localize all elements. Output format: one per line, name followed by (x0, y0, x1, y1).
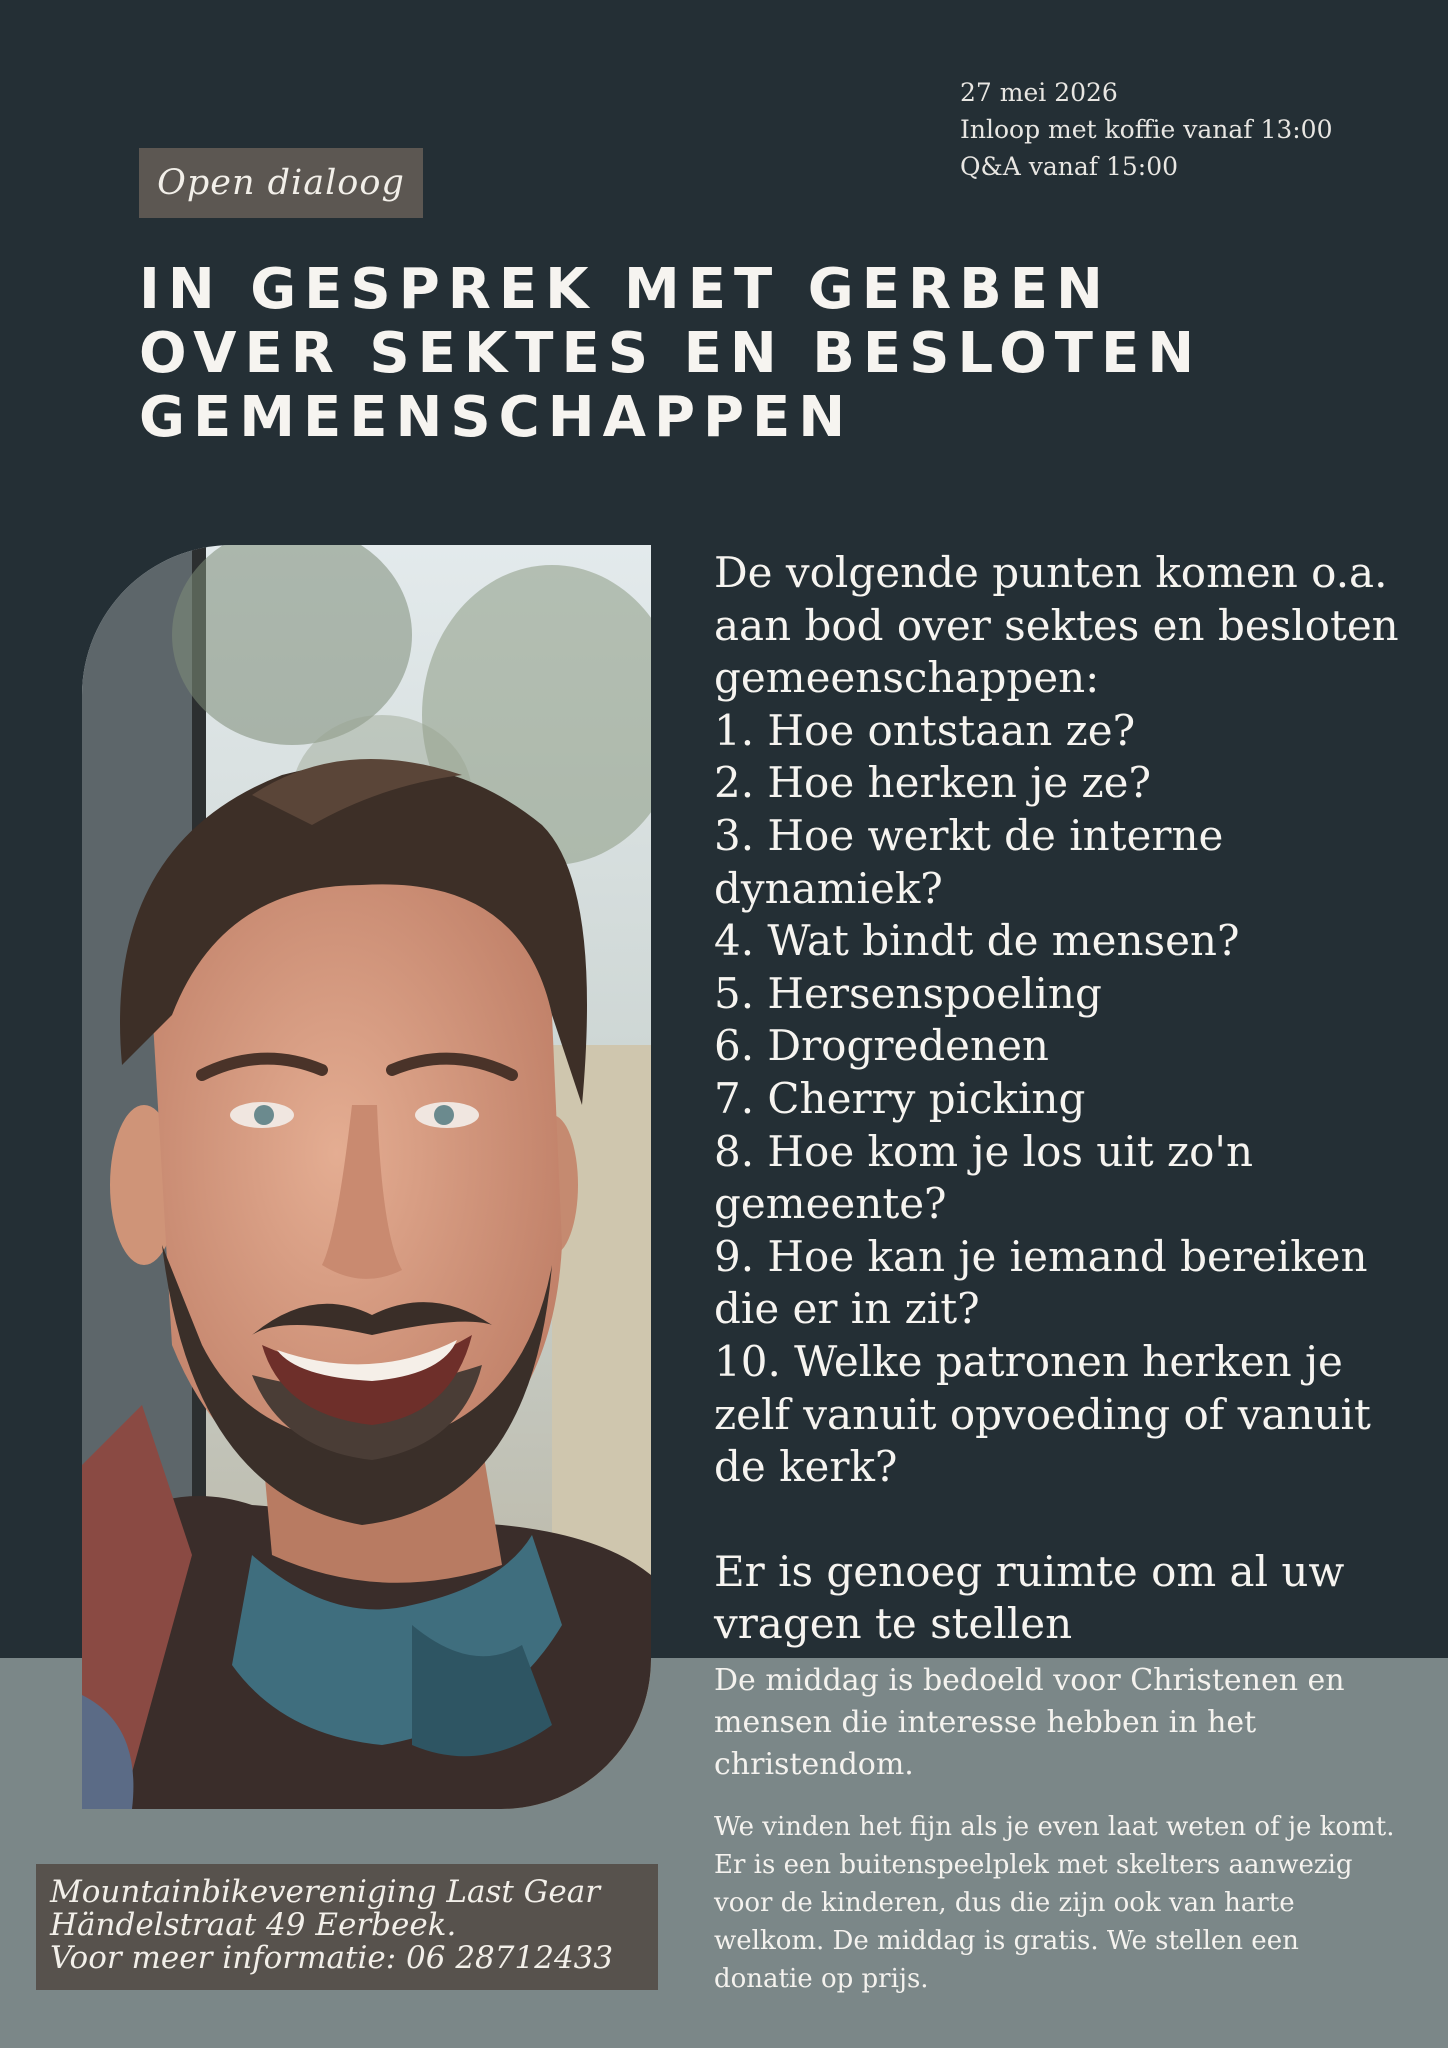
topic-item-1: 1. Hoe ontstaan ze? (714, 705, 1136, 755)
topic-item-2: 2. Hoe herken je ze? (714, 758, 1151, 808)
rsvp-note (714, 1808, 1434, 1998)
tag-label: Open dialoog (157, 163, 405, 203)
topics-list (714, 547, 1424, 1651)
topics-intro-line: aan bod over sektes en besloten (714, 600, 1399, 650)
audience-line: De middag is bedoeld voor Christenen en (714, 1663, 1345, 1698)
headline-line: GEMEENSCHAPPEN (139, 385, 854, 450)
topic-item-5: 5. Hersenspoeling (714, 968, 1102, 1018)
topics-intro-line: gemeenschappen: (714, 653, 1100, 703)
rsvp-line: We vinden het fijn als je even laat weten of je komt. (714, 1812, 1395, 1842)
rsvp-line: voor de kinderen, dus die zijn ook van harte (714, 1888, 1295, 1918)
event-date: 27 mei 2026 (960, 78, 1118, 107)
event-info (960, 74, 1400, 185)
topic-item-3: 3. Hoe werkt de interne (714, 810, 1224, 860)
topic-item-4: 4. Wat bindt de mensen? (714, 916, 1240, 966)
topic-item-10: 10. Welke patronen herken je (714, 1336, 1343, 1386)
spacer (714, 1494, 1424, 1546)
topic-item-7: 7. Cherry picking (714, 1073, 1086, 1123)
open-dialogue-tag (139, 148, 423, 218)
venue-address: Händelstraat 49 Eerbeek. (50, 1907, 457, 1943)
headline-line: IN GESPREK MET GERBEN (139, 257, 1111, 322)
audience-line: christendom. (714, 1747, 914, 1782)
rsvp-line: Er is een buitenspeelplek met skelters aanwezig (714, 1850, 1353, 1880)
headline (139, 258, 1289, 450)
topic-item-8: 8. Hoe kom je los uit zo'n (714, 1126, 1254, 1176)
venue-contact: Voor meer informatie: 06 28712433 (50, 1940, 614, 1976)
event-walk-in: Inloop met koffie vanaf 13:00 (960, 115, 1333, 144)
topics-intro-line: De volgende punten komen o.a. (714, 548, 1388, 597)
audience-line: mensen die interesse hebben in het (714, 1705, 1257, 1740)
rsvp-line: welkom. De middag is gratis. We stellen een (714, 1926, 1299, 1956)
venue-name: Mountainbikevereniging Last Gear (50, 1874, 601, 1910)
topic-item-9: 9. Hoe kan je iemand bereiken (714, 1231, 1368, 1281)
topic-item-3-cont: dynamiek? (714, 863, 943, 913)
topic-item-8-cont: gemeente? (714, 1179, 947, 1229)
venue-box (36, 1864, 658, 1990)
event-qa: Q&A vanaf 15:00 (960, 152, 1179, 181)
closing-line: vragen te stellen (714, 1599, 1073, 1649)
rsvp-line: donatie op prijs. (714, 1964, 929, 1994)
topic-item-10-cont: de kerk? (714, 1442, 898, 1492)
topic-item-9-cont: die er in zit? (714, 1284, 980, 1334)
portrait-icon (82, 545, 651, 1809)
topic-item-10-cont: zelf vanuit opvoeding of vanuit (714, 1389, 1371, 1439)
portrait-photo (82, 545, 651, 1809)
topic-item-6: 6. Drogredenen (714, 1021, 1049, 1071)
audience-note (714, 1660, 1434, 1786)
headline-line: OVER SEKTES EN BESLOTEN (139, 321, 1203, 386)
closing-line: Er is genoeg ruimte om al uw (714, 1546, 1345, 1596)
